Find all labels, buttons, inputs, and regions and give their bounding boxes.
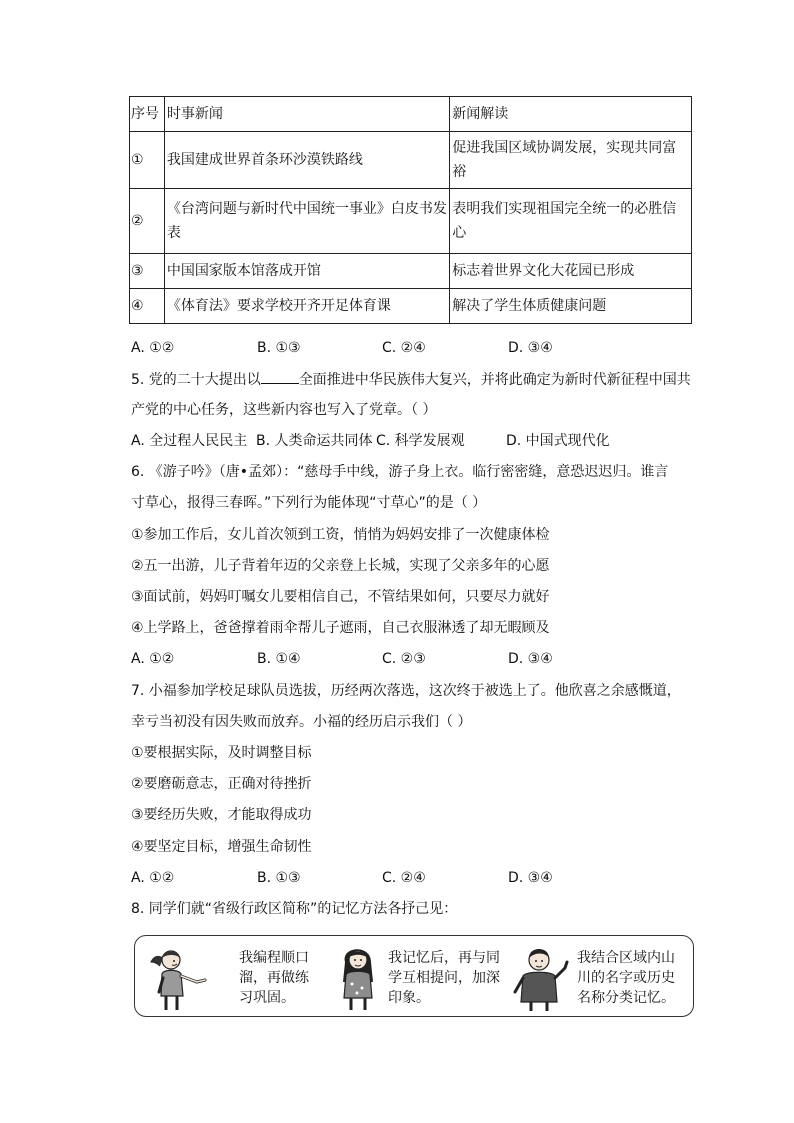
option-b[interactable]: B. ①④: [257, 651, 301, 667]
row-reading: 促进我国区域协调发展，实现共同富裕: [450, 132, 692, 189]
table-row: [130, 289, 692, 324]
row-reading: 标志着世界文化大花园已形成: [450, 254, 692, 289]
row-news: 我国建成世界首条环沙漠铁路线: [164, 132, 449, 189]
q5-stem-post: 全面推进中华民族伟大复兴，并将此确定为新时代新征程中国共: [298, 372, 691, 388]
speech-line: 溜，再做练: [239, 970, 309, 986]
option-d[interactable]: D. ③④: [508, 870, 553, 886]
header-news: 时事新闻: [164, 97, 449, 132]
row-no: ②: [130, 189, 165, 254]
q7-item: ②要磨砺意志，正确对待挫折: [131, 776, 312, 792]
q7-item: ③要经历失败，才能取得成功: [131, 807, 312, 823]
table-row: [130, 254, 692, 289]
q8-stem-line1: 8. 同学们就“省级行政区简称”的记忆方法各抒己见：: [131, 901, 458, 917]
speech-line: 我编程顺口: [239, 950, 309, 966]
option-d[interactable]: D. ③④: [508, 651, 553, 667]
option-c[interactable]: C. ②④: [382, 340, 426, 356]
speech-line: 学互相提问，加深: [388, 970, 500, 986]
news-table: [129, 96, 692, 324]
q7-item: ①要根据实际，及时调整目标: [131, 745, 312, 761]
option-a[interactable]: A. ①②: [131, 340, 175, 356]
q6-item: ③面试前，妈妈叮嘱女儿要相信自己，不管结果如何，只要尽力就好: [131, 589, 550, 605]
row-reading-line: 心: [452, 225, 467, 241]
speech-line: 习巩固。: [239, 990, 295, 1006]
table-row: [130, 189, 692, 254]
option-c[interactable]: C. ②④: [382, 870, 426, 886]
speech-line: 川的名字或历史: [577, 970, 675, 986]
q5-options: [131, 431, 691, 451]
speech-line: 我结合区域内山: [577, 950, 675, 966]
q6-options: [131, 649, 691, 669]
option-d[interactable]: D. 中国式现代化: [506, 433, 610, 449]
q7-item: ④要坚定目标，增强生命韧性: [131, 839, 312, 855]
q6-stem-line1: 6. 《游子吟》（唐•孟郊）：“慈母手中线，游子身上衣。临行密密缝，意恐迟迟归。谁言: [131, 464, 669, 480]
header-reading: 新闻解读: [450, 97, 692, 132]
answer-blank: [261, 369, 299, 384]
q6-item: ①参加工作后，女儿首次领到工资，悄悄为妈妈安排了一次健康体检: [131, 527, 550, 543]
row-no: ③: [130, 254, 165, 289]
q4-options: [131, 338, 691, 358]
row-news-line: 表: [166, 225, 181, 241]
option-a[interactable]: A. ①②: [131, 870, 175, 886]
girl-pointing-illustration: [149, 944, 211, 1012]
boy-illustration: [509, 942, 573, 1012]
option-a[interactable]: A. 全过程人民民主: [131, 433, 248, 449]
option-c[interactable]: C. ②③: [382, 651, 426, 667]
q6-item: ②五一出游，儿子背着年迈的父亲登上长城，实现了父亲多年的心愿: [131, 558, 550, 574]
row-reading: 解决了学生体质健康问题: [450, 289, 692, 324]
speech-bubble-1: [239, 948, 309, 1008]
option-b[interactable]: B. 人类命运共同体: [256, 433, 373, 449]
row-no: ④: [130, 289, 165, 324]
row-news-line: 《台湾问题与新时代中国统一事业》白皮书发: [166, 201, 447, 217]
row-news: [164, 189, 449, 254]
speech-bubble-3: [577, 948, 675, 1008]
q6-item: ④上学路上，爸爸撑着雨伞帮儿子遮雨，自己衣服淋透了却无暇顾及: [131, 620, 550, 636]
header-no: 序号: [130, 97, 165, 132]
discussion-panel: [134, 935, 694, 1017]
option-a[interactable]: A. ①②: [131, 651, 175, 667]
q5-stem-line1: [131, 369, 691, 390]
q7-stem-line2: 幸亏当初没有因失败而放弃。小福的经历启示我们（ ）: [131, 714, 472, 730]
q5-stem-line2: 产党的中心任务，这些新内容也写入了党章。（ ）: [131, 402, 437, 418]
option-b[interactable]: B. ①③: [257, 870, 301, 886]
table-header-row: [130, 97, 692, 132]
speech-line: 我记忆后，再与同: [388, 950, 500, 966]
q7-options: [131, 868, 691, 888]
table-row: [130, 132, 692, 189]
option-d[interactable]: D. ③④: [508, 340, 553, 356]
option-c[interactable]: C. 科学发展观: [376, 433, 465, 449]
row-no: ①: [130, 132, 165, 189]
speech-line: 印象。: [388, 990, 430, 1006]
row-reading-line: 表明我们实现祖国完全统一的必胜信: [452, 201, 677, 217]
row-reading: [450, 189, 692, 254]
row-news: 中国国家版本馆落成开馆: [164, 254, 449, 289]
q7-stem-line1: 7. 小福参加学校足球队员选拔，历经两次落选，这次终于被选上了。他欣喜之余感慨道，: [131, 683, 681, 699]
option-b[interactable]: B. ①③: [257, 340, 301, 356]
row-news: 《体育法》要求学校开齐开足体育课: [164, 289, 449, 324]
q5-stem-pre: 5. 党的二十大提出以: [131, 372, 261, 388]
girl-long-hair-illustration: [335, 942, 385, 1012]
speech-bubble-2: [388, 948, 500, 1008]
speech-line: 名称分类记忆。: [577, 990, 675, 1006]
q6-stem-line2: 寸草心，报得三春晖。”下列行为能体现“寸草心”的是（ ）: [131, 495, 487, 511]
